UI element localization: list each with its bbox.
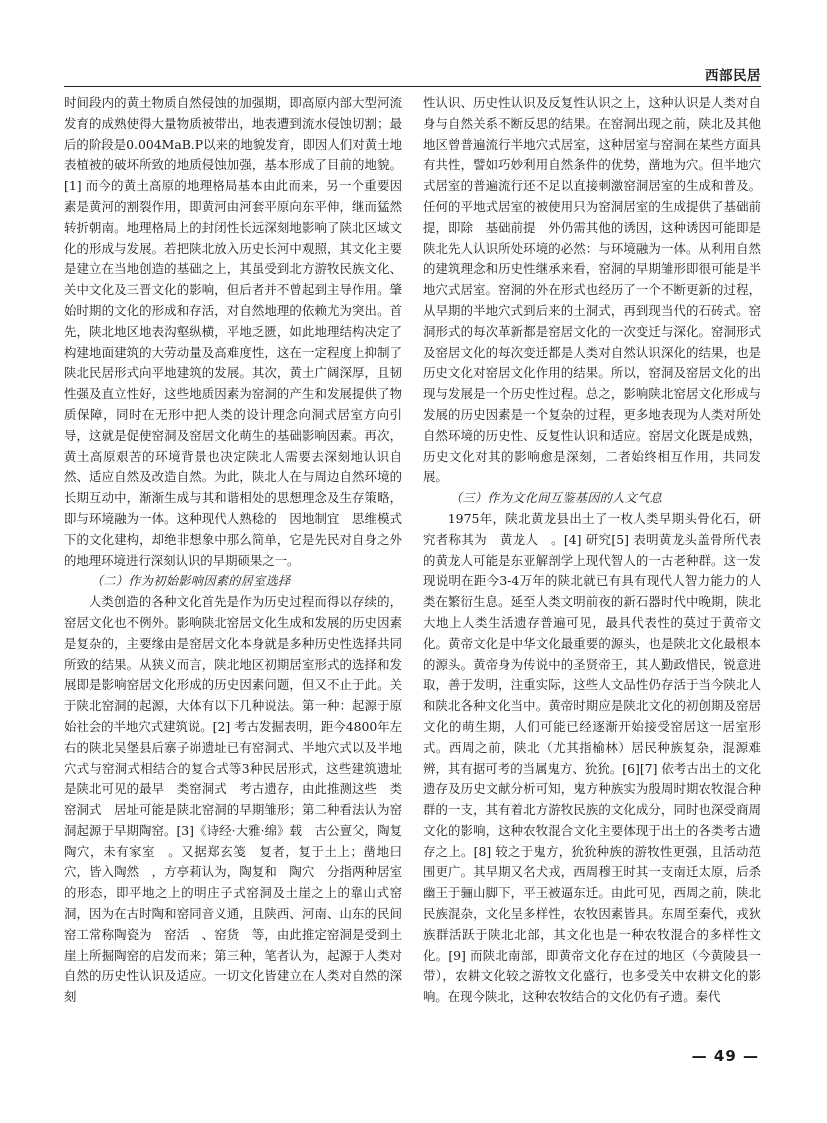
journal-name: 西部民居 [705, 68, 761, 84]
section-heading: （三）作为文化间互鉴基因的人文气息 [449, 491, 663, 506]
paragraph: 时间段内的黄土物质自然侵蚀的加强期，即高原内部大型河流发育的成熟使得大量物质被带出，地表遭到流水侵蚀切割；最后的阶段是0.004MaB.P以来的地貌发育，即因人们对黄土地表植被的破坏所致的地质侵蚀加强，基本形成了目前的地貌。[1] 而今的黄土高原的地理格局基本由此而来，另一个重要因素是黄河的割裂作用，即黄河由河套平原向东平伸，继而猛然转折朝南。地理格局上的封闭性长远深刻地影响了陕北区域文化的形成与发展。若把陕北放入历史长河中观照，其文化主要是建立在当地创造的基础之上，其虽受到北方游牧民族文化、关中文化及三晋文化的影响，但后者并不曾起到主导作用。肇始时期的文化的形成和存活，对自然地理的依赖尤为突出。首先，陕北地区地表沟壑纵横，平地乏匮，如此地理结构决定了构建地面建筑的大劳动量及高难度性，这在一定程度上抑制了陕北民居形式向平地建筑的发展。其次，黄土广阔深厚，且韧性强及直立性好，这些地质因素为窑洞的产生和发展提供了物质保障，同时在无形中把人类的设计理念向洞式居室方向引导，这就是促使窑洞及窑居文化萌生的基础影响因素。再次，黄土高原艰苦的环境背景也决定陕北人需要去深刻地认识自然、适应自然及改造自然。为此，陕北人在与周边自然环境的长期互动中，渐渐生成与其和谐相处的思想理念及生存策略，即与环境融为一体。这种现代人熟稔的 因地制宜 思维模式下的文化建构，却绝非想象中那么简单，它是先民对自身之外的地理环境进行深刻认识的早期硕果之一。 [64, 95, 402, 568]
section-heading: （二）作为初始影响因素的居室选择 [90, 574, 291, 589]
right-column [423, 93, 761, 1008]
page-number: — 49 — [691, 1047, 759, 1065]
header-rule [64, 86, 761, 87]
paragraph: 1975年，陕北黄龙县出土了一枚人类早期头骨化石，研究者称其为 黄龙人 。[4] 研究[5] 表明黄龙头盖骨所代表的黄龙人可能是东亚解剖学上现代智人的一古老种群。这一发现说明在距今3-4万年的陕北就已有具有现代人智力能力的人类在繁衍生息。延至人类文明前夜的新石器时代中晚期，陕北大地上人类生活遗存普遍可见，最具代表性的莫过于黄帝文化。黄帝文化是中华文化最重要的源头，也是陕北文化最根本的源头。黄帝身为传说中的圣贤帝王，其人勤政惜民，锐意进取，善于发明，注重实际，这些人文品性仍存活于当今陕北人和陕北各种文化当中。黄帝时期应是陕北文化的初创期及窑居文化的萌生期，人们可能已经逐渐开始接受窑居这一居室形式。西周之前，陕北（尤其指榆林）居民种族复杂，混源难辨，其有据可考的当属鬼方、狁狁。[6][7] 依考古出土的文化遗存及历史文献分析可知，鬼方种族实为殷周时期农牧混合种群的一支，其有着北方游牧民族的文化成分，同时也深受商周文化的影响，这种农牧混合文化主要体现于出土的各类考古遗存之上。[8] 较之于鬼方，狁狁种族的游牧性更强，且活动范围更广。其早期又名犬戎，西周穆王时其一支南迁太原，后杀幽王于骊山脚下，平王被逼东迁。由此可见，西周之前，陕北民族混杂，文化呈多样性，农牧因素皆具。东周至秦代，戎狄族群活跃于陕北北部，其文化也是一种农牧混合的多样性文化。[9] 而陕北南部，即黄帝文化存在过的地区（今黄陵县一带），农耕文化较之游牧文化盛行，也多受关中农耕文化的影响。在现今陕北，这种农牧结合的文化仍有孑遗。秦代 [423, 510, 761, 1005]
left-column [64, 93, 402, 1008]
paragraph: 性认识、历史性认识及反复性认识之上，这种认识是人类对自身与自然关系不断反思的结果。在窑洞出现之前，陕北及其他地区曾普遍流行半地穴式居室，这种居室与窑洞在某些方面具有共性，譬如巧妙利用自然条件的优势，凿地为穴。但半地穴式居室的普遍流行还不足以直接刺激窑洞居室的生成和普及。任何的平地式居室的被使用只为窑洞居室的生成提供了基础前提，即除 基础前提 外仍需其他的诱因，这种诱因可能即是陕北先人认识所处环境的必然：与环境融为一体。从利用自然的建筑理念和历史性继承来看，窑洞的早期雏形即很可能是半地穴式居室。窑洞的外在形式也经历了一个不断更新的过程，从早期的半地穴式到后来的土洞式，再到现当代的石砖式。窑洞形式的每次革新都是窑居文化的一次变迁与深化。窑洞形式及窑居文化的每次变迁都是人类对自然认识深化的结果，也是历史文化对窑居文化作用的结果。所以，窑洞及窑居文化的出现与发展是一个历史性过程。总之，影响陕北窑居文化形成与发展的历史因素是一个复杂的过程，更多地表现为人类对所处自然环境的历史性、反复性认识和适应。窑居文化既是成熟，历史文化对其的影响愈是深刻，二者始终相互作用，共同发展。 [423, 95, 761, 485]
paragraph: 人类创造的各种文化首先是作为历史过程而得以存续的，窑居文化也不例外。影响陕北窑居文化生成和发展的历史因素是复杂的，主要缘由是窑居文化本身就是多种历史性选择共同所致的结果。从狭义而言，陕北地区初期居室形式的选择和发展即是影响窑居文化形成的历史因素问题，但又不止于此。关于陕北窑洞的起源，大体有以下几种说法。第一种：起源于原始社会的半地穴式建筑说。[2] 考古发掘表明，距今4800年左右的陕北吴堡县后寨子峁遗址已有窑洞式、半地穴式以及半地穴式与窑洞式相结合的复合式等3种民居形式，这些建筑遗址是陕北可见的最早 类窑洞式 考古遗存，由此推测这些 类窑洞式 居址可能是陕北窑洞的早期雏形；第二种看法认为窑洞起源于早期陶窑。[3]《诗经·大雅·绵》载 古公亶父，陶复陶穴，未有家室 。又据郑玄笺 复者，复于土上；凿地曰穴，皆入陶然 ，方亭莉认为，陶复和 陶穴 分指两种居室的形态，即平地之上的明庄子式窑洞及土崖之上的靠山式窑洞，因为在古时陶和窑同音义通，且陕西、河南、山东的民间窑工常称陶瓷为 窑活 、窑货 等，由此推定窑洞是受到土崖上所掘陶窑的启发而来；第三种，笔者认为，起源于人类对自然的历史性认识及适应。一切文化皆建立在人类对自然的深刻 [64, 594, 403, 1005]
